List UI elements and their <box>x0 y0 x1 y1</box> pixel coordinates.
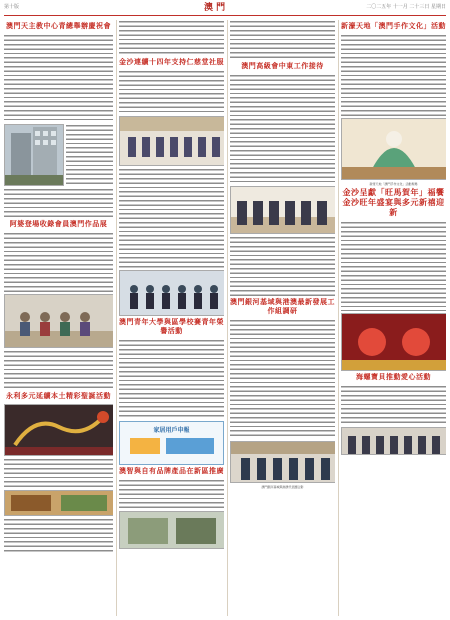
article-text <box>230 319 335 439</box>
column-divider <box>116 20 117 616</box>
article-text <box>230 74 335 184</box>
ad-text: 家居用戶申報 <box>153 427 190 434</box>
photo <box>230 186 335 234</box>
headline: 新濠天地「澳門手作文化」活動 <box>341 22 446 30</box>
photo <box>4 124 64 186</box>
column-divider <box>338 20 339 616</box>
column-4 <box>341 20 446 616</box>
article-text <box>341 221 446 311</box>
photo <box>4 294 113 348</box>
ad-graphic <box>120 434 224 456</box>
article-text <box>4 34 113 120</box>
article-text <box>341 34 446 116</box>
photo <box>4 490 113 516</box>
column-2 <box>119 20 224 616</box>
headline: 海螺寶貝推動愛心活動 <box>356 373 431 381</box>
photo <box>4 404 113 456</box>
issue-date: 二〇二五年 十一月 二十三日 星期日 <box>366 4 446 10</box>
photo <box>341 427 446 455</box>
headline: 金沙連續十四年支持仁慈堂社服 <box>119 58 224 66</box>
photo <box>119 116 224 166</box>
page-header-bar <box>4 3 446 16</box>
article-text <box>119 479 224 509</box>
article-text <box>119 70 224 114</box>
headline: 永利多元延續本土精彩聖誕活動 <box>6 392 111 400</box>
photo-caption: 新濠天地「澳門手作文化」活動現場 <box>369 182 418 186</box>
column-3 <box>230 20 335 616</box>
headline: 金沙呈獻「旺馬賀年」福饗金沙旺年盛宴與多元新禧迎新 <box>342 188 445 217</box>
article-text <box>4 188 113 218</box>
headline: 澳門青年大學與區學校賽青年榮譽活動 <box>119 318 224 335</box>
photo <box>119 511 224 549</box>
headline: 澳智與自有品牌產品在新區推廣 <box>119 467 224 475</box>
article-text <box>230 236 335 296</box>
article-text <box>4 518 113 554</box>
headline: 阿婆登場收錄會員澳門作品展 <box>9 220 108 228</box>
article-text <box>119 20 224 56</box>
photo <box>119 270 224 316</box>
photo-caption: 澳門銀河基城與港澳代表團合影 <box>261 485 304 489</box>
headline: 澳門高級會中東工作接待 <box>241 62 324 70</box>
photo <box>341 313 446 371</box>
column-1 <box>4 20 113 616</box>
section-title: 澳 門 <box>204 3 226 13</box>
advertisement <box>119 421 224 465</box>
article-text <box>4 232 113 292</box>
article-text <box>4 350 113 390</box>
photo <box>230 441 335 483</box>
photo <box>341 118 446 180</box>
column-divider <box>227 20 228 616</box>
article-text <box>119 339 224 419</box>
article-text <box>119 168 224 268</box>
page-number: 第十版 <box>4 4 20 10</box>
article-text <box>230 20 335 60</box>
article-text <box>341 385 446 425</box>
headline: 澳門銀河基域與港澳最新發展工作組調研 <box>230 298 335 315</box>
article-text <box>4 458 113 488</box>
headline: 澳門天主教中心青總舉辦慶祝會 <box>6 22 111 30</box>
article-text <box>66 124 113 184</box>
